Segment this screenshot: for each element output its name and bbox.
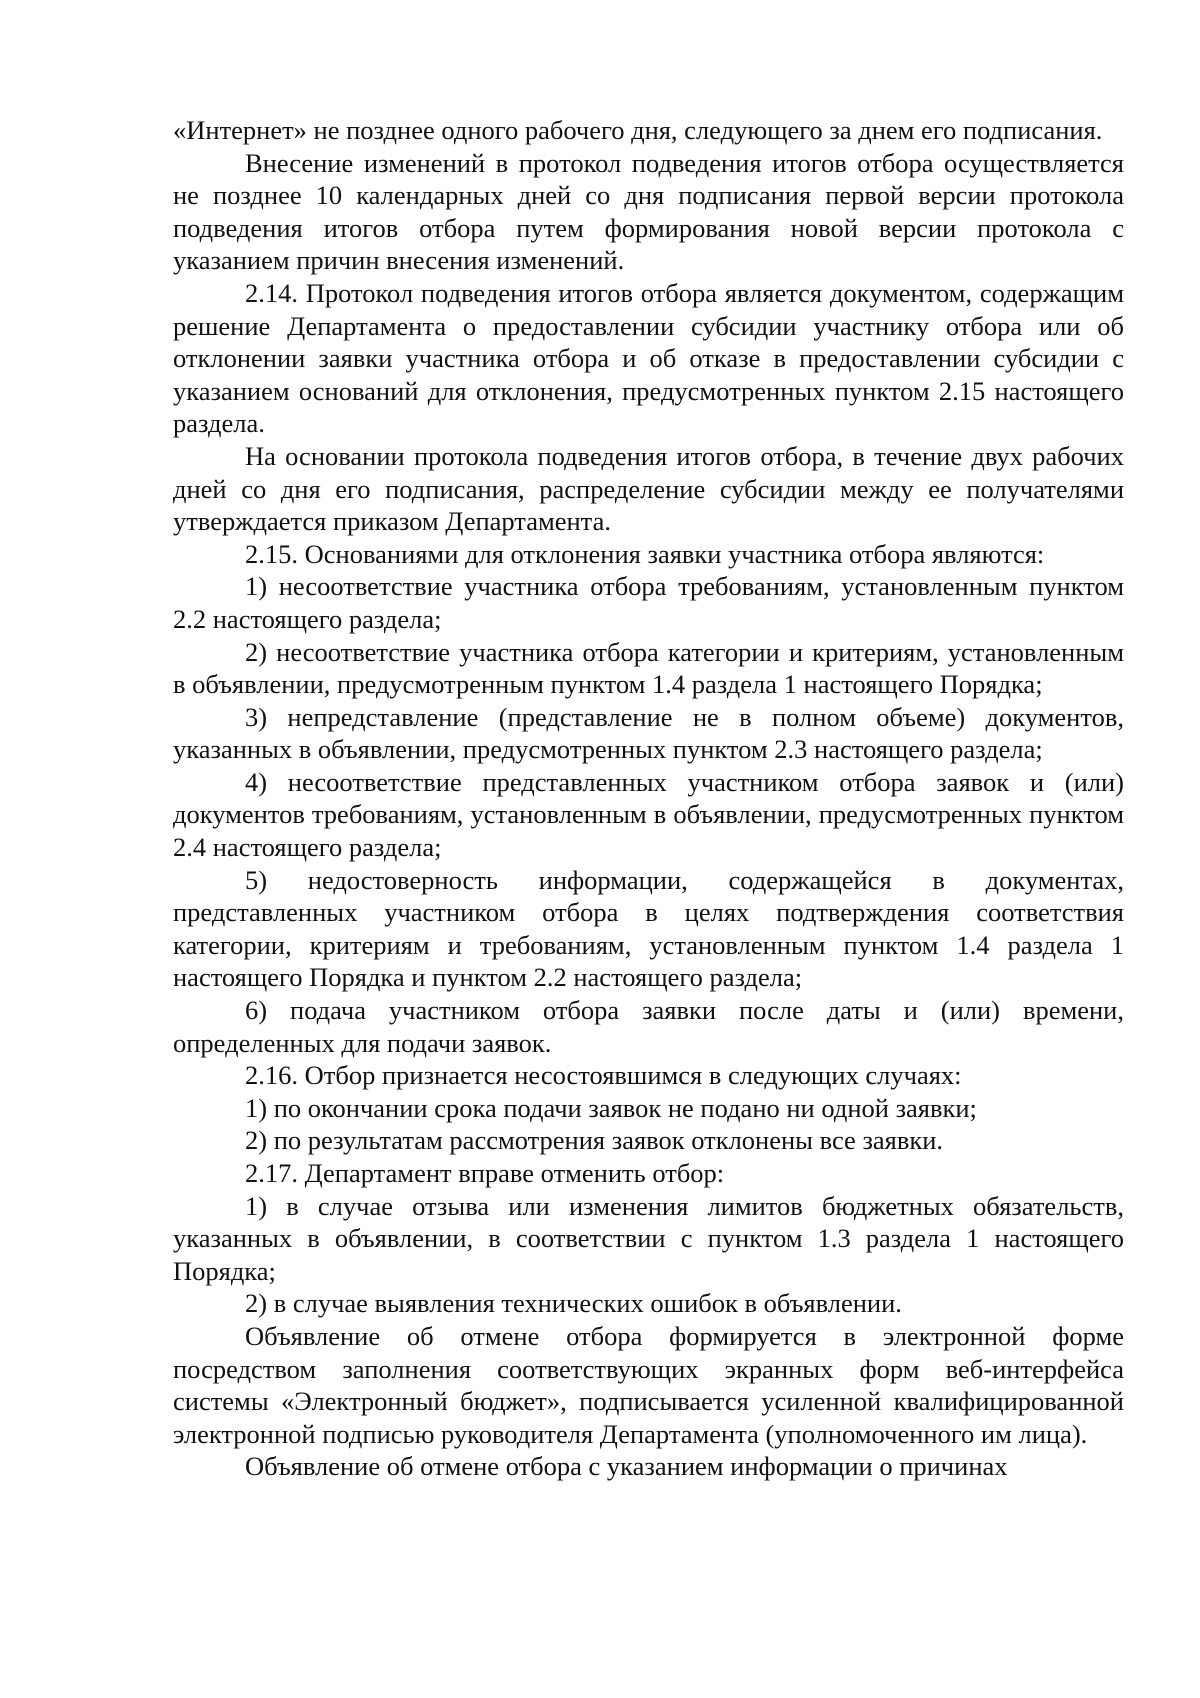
paragraph-2-17: 2.17. Департамент вправе отменить отбор: [245, 1158, 725, 1188]
paragraph-continuation: «Интернет» не позднее одного рабочего дня, следующего за днем его подписания. [173, 115, 1103, 145]
paragraph-2-15-item-4: 4) несоответствие представленных участником отбора заявок и (или) документов требованиям, установленным в объявлении, предусмотренных пунктом 2.4 настоящего раздела; [173, 766, 1124, 863]
paragraph-distribution: На основании протокола подведения итогов отбора, в течение двух рабочих дней со дня его подписания, распределение субсидии между ее получателями утверждается приказом Департамента. [173, 440, 1124, 537]
paragraph-2-14: 2.14. Протокол подведения итогов отбора является документом, содержащим решение Департамента о предоставлении субсидии участнику отбора или об отклонении заявки участника отбора и об отказе в предоставлении субсидии с указанием оснований для отклонения, предусмотренных пунктом 2.15 настоящего раздела. [173, 277, 1124, 439]
paragraph-2-15-item-2: 2) несоответствие участника отбора категории и критериям, установленным в объявлении, предусмотренным пунктом 1.4 раздела 1 настоящего Порядка; [173, 636, 1124, 700]
document-body [173, 114, 1124, 1483]
paragraph-2-16-item-1: 1) по окончании срока подачи заявок не подано ни одной заявки; [245, 1092, 977, 1123]
paragraph-2-17-item-2: 2) в случае выявления технических ошибок в объявлении. [245, 1288, 902, 1319]
paragraph-2-17-item-1: 1) в случае отзыва или изменения лимитов бюджетных обязательств, указанных в объявлении, в соответствии с пунктом 1.3 раздела 1 настоящего Порядка; [173, 1190, 1124, 1286]
paragraph-2-16-item-2: 2) по результатам рассмотрения заявок отклонены все заявки. [245, 1125, 944, 1156]
paragraph-2-16: 2.16. Отбор признается несостоявшимся в следующих случаях: [245, 1060, 962, 1091]
paragraph-protocol-changes: Внесение изменений в протокол подведения итогов отбора осуществляется не позднее 10 календарных дней со дня подписания первой версии протокола подведения итогов отбора путем формирования новой версии протокола с указанием причин внесения изменений. [173, 147, 1124, 276]
paragraph-cancel-announcement-info: Объявление об отмене отбора с указанием информации о причинах [245, 1451, 1008, 1482]
paragraph-2-15-item-6: 6) подача участником отбора заявки после даты и (или) времени, определенных для подачи заявок. [173, 995, 1124, 1058]
paragraph-2-15: 2.15. Основаниями для отклонения заявки участника отбора являются: [245, 538, 1045, 569]
paragraph-2-15-item-5: 5) недостоверность информации, содержащейся в документах, представленных участником отбора в целях подтверждения соответствия категории, критериям и требованиям, установленным пунктом 1.4 раздела 1 настоящего Порядка и пунктом 2.2 настоящего раздела; [173, 864, 1124, 993]
paragraph-cancel-announcement: Объявление об отмене отбора формируется в электронной форме посредством заполнения соответствующих экранных форм веб-интерфейса системы «Электронный бюджет», подписывается усиленной квалифицированной электронной подписью руководителя Департамента (уполномоченного им лица). [173, 1320, 1124, 1449]
paragraph-2-15-item-3: 3) непредставление (представление не в полном объеме) документов, указанных в объявлении, предусмотренных пунктом 2.3 настоящего раздела; [173, 701, 1124, 765]
paragraph-2-15-item-1: 1) несоответствие участника отбора требованиям, установленным пунктом 2.2 настоящего раздела; [173, 571, 1124, 634]
